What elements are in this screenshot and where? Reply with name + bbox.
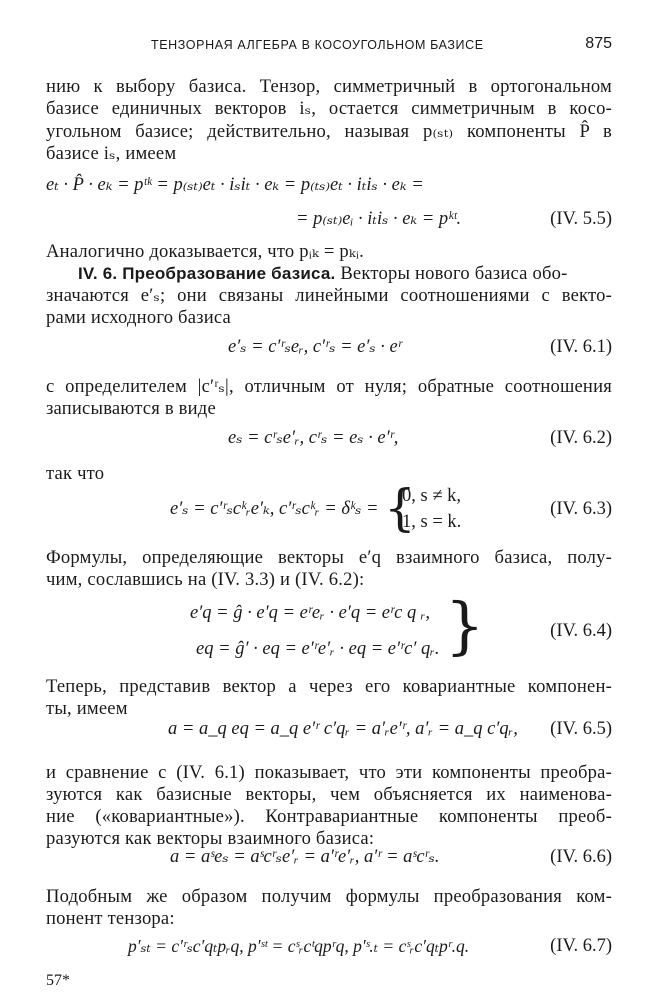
text-line: ты, имеем <box>46 698 128 719</box>
section-title: Преобразование базиса. <box>122 264 336 283</box>
text-line: ние («ковариантные»). Контравариантные компоненты преоб- <box>46 806 612 827</box>
page-header <box>46 35 612 57</box>
text-line: базисе единичных векторов iₛ, остается симметричным в косо- <box>46 98 612 119</box>
equation-6-6: a = aˢeₛ = aˢcʳₛe′ᵣ = a′ʳe′ᵣ, a′ʳ = aˢcʳₛ. <box>170 847 440 867</box>
equation-6-2: eₛ = cʳₛe′ᵣ, cʳₛ = eₛ · e′ʳ, <box>228 428 399 448</box>
text-line: значаются e′ₛ; они связаны линейными соотношениями с векто- <box>46 285 612 306</box>
text-line: разуются как векторы взаимного базиса: <box>46 828 375 849</box>
equation-6-1: e′ₛ = c′ʳₛeᵣ, c′ʳₛ = e′ₛ · eʳ <box>228 337 402 357</box>
running-title: ТЕНЗОРНАЯ АЛГЕБРА В КОСОУГОЛЬНОМ БАЗИСЕ <box>151 38 484 52</box>
text-line: Теперь, представив вектор a через его ковариантные компонен- <box>46 676 612 697</box>
equation-number-5-5: (IV. 5.5) <box>550 209 612 229</box>
text-line: так что <box>46 463 105 484</box>
text-line: и сравнение с (IV. 6.1) показывает, что эти компоненты преобра- <box>46 762 612 783</box>
section-heading-line <box>78 263 612 285</box>
equation-5-5-line2: = p₍ₛₜ₎eᵢ · iₜiₛ · eₖ = pᵏᵗ. <box>296 209 462 229</box>
text-line: Формулы, определяющие векторы e′q взаимного базиса, полу- <box>46 547 612 568</box>
equation-number-6-4: (IV. 6.4) <box>550 621 612 641</box>
case-line-2: 1, s = k. <box>402 512 462 532</box>
equation-6-4-line2: eq = ĝ′ · eq = e′ʳe′ᵣ · eq = e′ʳc′ qᵣ. <box>196 639 440 659</box>
text-line: Аналогично доказывается, что pᵢₖ = pₖᵢ. <box>46 241 364 262</box>
equation-6-4-line1: e′q = ĝ · e′q = eʳeᵣ · e′q = eʳc q ᵣ, <box>190 603 431 623</box>
left-brace: { <box>384 479 416 537</box>
equation-number-6-7: (IV. 6.7) <box>550 936 612 956</box>
text-line: рами исходного базиса <box>46 307 231 328</box>
equation-5-5-line1: eₜ · P̂ · eₖ = pᵗᵏ = p₍ₛₜ₎eₜ · iₛiₜ · eₖ = p₍ₜₛ₎eₜ · iₜiₛ · eₖ = <box>46 175 424 195</box>
text-line: с определителем |c′ʳₛ|, отличным от нуля; обратные соотношения <box>46 376 612 397</box>
equation-6-3: e′ₛ = c′ʳₛcᵏᵣe′ₖ, c′ʳₛcᵏᵣ = δᵏₛ = <box>170 499 379 519</box>
section-text: Векторы нового базиса обо- <box>340 263 568 284</box>
equation-number-6-2: (IV. 6.2) <box>550 428 612 448</box>
text-line: чим, сославшись на (IV. 3.3) и (IV. 6.2): <box>46 569 365 590</box>
right-brace: } <box>445 589 485 662</box>
text-line: угольном базисе; действительно, называя p₍ₛₜ₎ компоненты P̂ в <box>46 121 612 142</box>
equation-number-6-1: (IV. 6.1) <box>550 337 612 357</box>
equation-number-6-3: (IV. 6.3) <box>550 499 612 519</box>
equation-6-7: p′ₛₜ = c′ʳₛc′qₜpᵣq, p′ˢᵗ = cˢᵣcᵗqpʳq, p′ˢ.ₜ = cˢᵣc′qₜpʳ.q. <box>128 936 470 956</box>
equation-6-5: a = a_q eq = a_q e′ʳ c′qᵣ = a′ᵣe′ʳ, a′ᵣ = a_q c′qᵣ, <box>168 719 518 739</box>
equation-number-6-6: (IV. 6.6) <box>550 847 612 867</box>
signature-mark: 57* <box>46 972 70 989</box>
section-number: IV. 6. <box>78 264 118 283</box>
text-line: записываются в виде <box>46 398 216 419</box>
text-line: нию к выбору базиса. Тензор, симметричный в ортогональном <box>46 76 612 97</box>
text-line: базисе iₛ, имеем <box>46 143 177 164</box>
page-number: 875 <box>585 35 612 52</box>
text-line: Подобным же образом получим формулы преобразования ком- <box>46 886 612 907</box>
text-line: понент тензора: <box>46 908 175 929</box>
text-line: зуются как базисные векторы, чем объясняется их наименова- <box>46 784 612 805</box>
equation-number-6-5: (IV. 6.5) <box>550 719 612 739</box>
case-line-1: 0, s ≠ k, <box>402 486 461 506</box>
